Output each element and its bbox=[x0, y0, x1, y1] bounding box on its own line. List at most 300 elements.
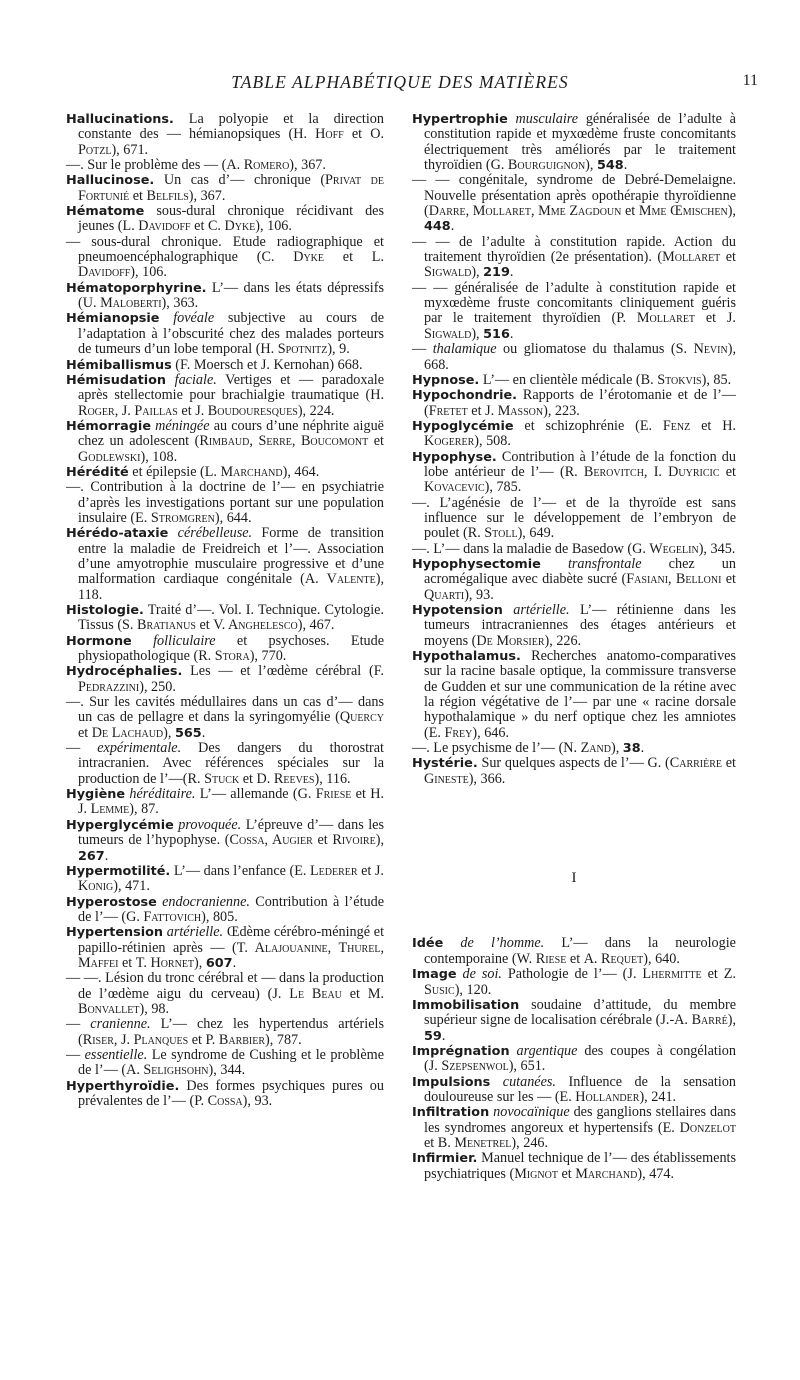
entry-author: B. Stokvis bbox=[640, 371, 702, 388]
entry-text: et bbox=[690, 417, 723, 434]
entry-author: G. Friese bbox=[297, 786, 352, 803]
entry-headword: Hygiène bbox=[66, 787, 126, 803]
entry-text: et bbox=[195, 617, 214, 634]
entry-author: S. Bratianus bbox=[122, 617, 196, 634]
index-entry bbox=[66, 864, 384, 895]
entry-text: et épilepsie ( bbox=[128, 463, 205, 480]
index-entry bbox=[66, 971, 384, 1017]
entry-qualifier: endocranienne. bbox=[156, 893, 250, 910]
entry-text: — bbox=[66, 1016, 91, 1033]
entry-headword: Hypertension bbox=[66, 925, 164, 941]
entry-author: U. Maloberti bbox=[82, 295, 162, 312]
index-entry bbox=[66, 664, 384, 695]
entry-author: L. Davidoff bbox=[78, 249, 384, 281]
entry-author: C. Dyke bbox=[261, 249, 325, 266]
entry-author: Mme Œmischen bbox=[638, 203, 728, 220]
entry-text: ou gliomatose du thalamus ( bbox=[496, 341, 676, 358]
entry-author: Godlewski bbox=[78, 448, 141, 465]
index-entry bbox=[66, 603, 384, 634]
entry-author: Cossa, Augier bbox=[229, 832, 313, 849]
entry-text: ), 120. bbox=[454, 981, 492, 998]
entry-text: des ganglions stellaires dans les syndromes angoreux et hypertensifs ( bbox=[424, 1104, 737, 1136]
entry-text: ), 98. bbox=[139, 1000, 170, 1017]
entry-author: P. Barbier bbox=[205, 1031, 266, 1048]
index-entry bbox=[66, 373, 384, 419]
index-entry bbox=[66, 173, 384, 204]
entry-text: ), 367. bbox=[289, 157, 326, 174]
entry-text: —. Le psychisme de l’— ( bbox=[412, 740, 564, 757]
entry-text: ), 241. bbox=[639, 1088, 677, 1105]
entry-text: Le syndrome de Cushing et le problème de l’— ( bbox=[78, 1046, 384, 1079]
entry-author: J. Lhermitte bbox=[627, 966, 702, 983]
entry-author: E. Donzelot bbox=[662, 1119, 736, 1136]
index-entry bbox=[66, 419, 384, 465]
entry-text: et bbox=[720, 249, 736, 266]
entry-page-bold: 448 bbox=[424, 219, 451, 235]
entry-author: E. Stromgren bbox=[135, 509, 215, 526]
entry-author: J. Konig bbox=[78, 862, 384, 895]
entry-text: — — de l’adulte à constitution rapide. Action du traitement thyroïdien (2e présentation). ( bbox=[412, 233, 736, 266]
entry-text: ), 464. bbox=[282, 463, 320, 480]
entry-text: —. Sur le problème des — ( bbox=[66, 157, 227, 174]
index-entry bbox=[66, 895, 384, 926]
entry-text: —. Contribution à la doctrine de l’— en psychiatrie d’après les investigations portant sur une population insulaire ( bbox=[66, 479, 384, 526]
entry-headword: Imprégnation bbox=[412, 1043, 510, 1059]
entry-qualifier: de soi. bbox=[456, 966, 502, 983]
index-entry bbox=[412, 1151, 736, 1182]
entry-text: ), 118. bbox=[78, 571, 384, 603]
index-entry bbox=[412, 173, 736, 234]
entry-author: H. Spotnitz bbox=[260, 341, 328, 358]
entry-author: W. Riese bbox=[516, 950, 567, 967]
entry-text: ), 785. bbox=[484, 479, 522, 496]
index-entry bbox=[412, 419, 736, 450]
entry-text: . bbox=[623, 157, 628, 174]
entry-text: — bbox=[412, 341, 433, 358]
index-entry bbox=[66, 1017, 384, 1048]
entry-qualifier: cranienne. bbox=[90, 1016, 151, 1033]
entry-text: , bbox=[114, 402, 122, 419]
entry-text: — — généralisée de l’adulte à constitution rapide et myxœdème fruste concomitants cliniquement guéris par le traitement thyroïdien ( bbox=[412, 279, 736, 327]
entry-author: V. Anghelesco bbox=[213, 617, 298, 634]
index-entry bbox=[412, 557, 736, 603]
entry-author: E. Fenz bbox=[639, 417, 691, 434]
entry-headword: Hématoporphyrine. bbox=[66, 280, 207, 296]
entry-text: ), bbox=[727, 1012, 737, 1029]
entry-author: Sigwald bbox=[424, 264, 472, 281]
entry-text: ), 363. bbox=[161, 295, 199, 312]
index-entry bbox=[66, 741, 384, 787]
entry-text: Rapports de l’érotomanie et de l’— ( bbox=[424, 387, 736, 419]
index-entry bbox=[412, 967, 736, 998]
entry-headword: Hypoglycémie bbox=[412, 418, 514, 434]
entry-qualifier: cutanées. bbox=[490, 1073, 556, 1090]
entry-text: Vertiges et — paradoxale après stellectomie pour brachialgie traumatique ( bbox=[78, 371, 385, 404]
entry-text: ), bbox=[375, 832, 384, 849]
entry-text: L’— rétinienne dans les tumeurs intracraniennes des étages antérieurs et moyens ( bbox=[424, 602, 737, 649]
entry-text: des coupes à congélation ( bbox=[424, 1042, 736, 1075]
entry-text: Des formes psychiques pures ou prévalentes de l’— ( bbox=[78, 1077, 384, 1109]
entry-qualifier: cérébelleuse. bbox=[168, 525, 253, 542]
section-letter-i: I bbox=[571, 870, 577, 887]
entry-text: et bbox=[312, 832, 333, 849]
entry-text: et bbox=[78, 724, 92, 741]
entry-author: P. Cossa bbox=[194, 1093, 243, 1109]
index-entry bbox=[412, 542, 736, 557]
index-entry bbox=[66, 1079, 384, 1110]
entry-text: . bbox=[640, 740, 645, 757]
entry-qualifier: fovéale bbox=[159, 310, 215, 327]
entry-text: ), 250. bbox=[139, 678, 176, 695]
entry-headword: Hyperglycémie bbox=[66, 817, 174, 833]
entry-text: et bbox=[566, 950, 584, 967]
index-entry bbox=[412, 1044, 736, 1075]
entry-text: et bbox=[424, 1134, 438, 1151]
entry-text: et bbox=[557, 1165, 576, 1182]
index-entry bbox=[412, 342, 736, 373]
entry-text: Recherches anatomo-comparatives sur la racine basale optique, la commissure transverse de Gudden et sur une communication de la rétine avec la région végétative de l’— par une « racine dorsale hypothalamique » du nerf optique chez les amniotes ( bbox=[424, 648, 736, 741]
entry-author: J. Paillas bbox=[121, 402, 178, 419]
entry-qualifier: transfrontale bbox=[540, 555, 642, 572]
entry-headword: Hypertrophie bbox=[412, 112, 508, 127]
entry-author: Carrière bbox=[669, 755, 723, 772]
entry-author: Belfils bbox=[146, 187, 189, 204]
entry-text: et bbox=[357, 862, 375, 879]
entry-text: et bbox=[368, 433, 384, 450]
entry-text: ), 651. bbox=[508, 1058, 546, 1075]
entry-headword: Hystérie. bbox=[412, 756, 478, 772]
entry-qualifier: artérielle. bbox=[163, 924, 224, 941]
entry-text: ), 649. bbox=[517, 525, 555, 542]
entry-text: ), bbox=[610, 740, 623, 757]
entry-author: Mollaret bbox=[662, 249, 721, 266]
entry-text: ), 640. bbox=[643, 950, 680, 967]
running-header bbox=[0, 72, 800, 96]
entry-text: L’— chez les hypertendus artériels ( bbox=[78, 1016, 384, 1048]
entry-text: ), 508. bbox=[474, 433, 511, 450]
entry-qualifier: artérielle. bbox=[502, 602, 570, 618]
entry-text: ), 668. bbox=[424, 341, 736, 373]
entry-text: ), 805. bbox=[201, 908, 238, 925]
index-entry bbox=[66, 695, 384, 741]
entry-text: ), 671. bbox=[111, 141, 149, 158]
right-column bbox=[412, 112, 736, 1182]
entry-text: ), bbox=[727, 203, 736, 220]
entry-text: ), 106. bbox=[130, 264, 167, 281]
entry-text: et bbox=[701, 966, 724, 983]
entry-text: et bbox=[177, 402, 196, 419]
entry-text: ), 9. bbox=[327, 341, 350, 358]
entry-author: De Lachaud bbox=[91, 724, 164, 741]
entry-text: — bbox=[66, 740, 98, 757]
entry-text: et bbox=[239, 770, 257, 787]
entry-qualifier: folliculaire bbox=[131, 632, 216, 649]
entry-headword: Hydrocéphalies. bbox=[66, 664, 183, 680]
entry-text: et bbox=[190, 218, 208, 235]
entry-text: . bbox=[509, 264, 514, 281]
index-entry bbox=[412, 936, 736, 967]
entry-text: ), 93. bbox=[464, 586, 494, 603]
index-entry bbox=[412, 1105, 736, 1151]
entry-author: N. Zand bbox=[563, 740, 611, 757]
right-column-h-entries bbox=[412, 112, 736, 787]
entry-author: Mignot bbox=[514, 1165, 558, 1182]
entry-author: H. Roger bbox=[78, 387, 384, 419]
entry-text: et bbox=[118, 954, 136, 971]
left-column bbox=[66, 112, 384, 1109]
entry-author: Riser, J. Planques bbox=[82, 1031, 189, 1048]
entry-text: Un cas d’— chronique ( bbox=[154, 172, 326, 189]
entry-text: et bbox=[719, 463, 737, 480]
entry-text: et bbox=[621, 203, 639, 220]
entry-author: Darre, Mollaret, Mme Zagdoun bbox=[428, 203, 622, 220]
entry-text: . bbox=[201, 724, 206, 741]
entry-text: ), 106. bbox=[255, 218, 292, 235]
entry-text: Influence de la sensation douloureuse sur les — ( bbox=[424, 1073, 737, 1105]
entry-text: et bbox=[467, 402, 486, 419]
index-entry bbox=[412, 603, 736, 649]
entry-author: H. Kogerer bbox=[424, 417, 736, 450]
entry-author: De Morsier bbox=[476, 632, 545, 649]
entry-text: Contribution à l’étude de la fonction du lobe antérieur de l’— ( bbox=[424, 448, 736, 480]
entry-headword: Hérédo-ataxie bbox=[66, 526, 169, 542]
entry-text: et bbox=[721, 571, 736, 588]
entry-text: ), 367. bbox=[188, 187, 226, 204]
index-entry bbox=[412, 388, 736, 419]
entry-text: ), 246. bbox=[511, 1134, 549, 1151]
entry-text: ), 85. bbox=[701, 371, 732, 388]
entry-text: Manuel technique de l’— des établissements psychiatriques ( bbox=[424, 1150, 736, 1182]
entry-text: . bbox=[509, 325, 514, 342]
entry-text: sous-dural chronique récidivant des jeunes ( bbox=[78, 203, 384, 235]
entry-qualifier: héréditaire. bbox=[125, 786, 196, 803]
entry-author: C. Dyke bbox=[207, 218, 256, 235]
index-entry bbox=[66, 158, 384, 173]
entry-author: T. Hornet bbox=[135, 954, 195, 971]
entry-author: Fretet bbox=[428, 402, 468, 419]
entry-text: et bbox=[343, 126, 371, 143]
entry-headword: Hyperthyroïdie. bbox=[66, 1078, 180, 1094]
entry-text: Sur quelques aspects de l’— G. ( bbox=[477, 755, 670, 772]
entry-page-bold: 59 bbox=[424, 1028, 442, 1044]
index-entry bbox=[66, 526, 384, 603]
entry-page-bold: 38 bbox=[622, 741, 641, 757]
entry-author: Z. Susic bbox=[424, 966, 737, 998]
entry-author: P. Mollaret bbox=[616, 310, 696, 327]
entry-page-bold: 516 bbox=[483, 326, 510, 342]
index-entry bbox=[66, 112, 384, 158]
entry-author: D. Reeves bbox=[256, 770, 315, 787]
entry-text: ), 224. bbox=[297, 402, 335, 419]
index-entry bbox=[66, 1048, 384, 1079]
entry-text: et psychoses. Etude physiopathologique ( bbox=[78, 632, 384, 665]
entry-author: Fasiani, Belloni bbox=[626, 571, 722, 588]
entry-author: L. Davidoff bbox=[122, 218, 191, 235]
entry-author: Marchand bbox=[575, 1165, 638, 1182]
running-title: TABLE ALPHABÉTIQUE DES MATIÈRES bbox=[231, 72, 569, 92]
entry-headword: Hormone bbox=[66, 633, 132, 649]
entry-headword: Impulsions bbox=[412, 1074, 491, 1090]
entry-qualifier: novocaïnique bbox=[489, 1104, 570, 1121]
entry-author: S. Nevin bbox=[675, 341, 728, 358]
entry-author: Kovacevic bbox=[424, 479, 485, 496]
entry-text: ), bbox=[194, 954, 206, 971]
entry-author: J.-A. Barré bbox=[660, 1012, 728, 1029]
entry-headword: Idée bbox=[412, 936, 444, 952]
entry-headword: Hémiballismus bbox=[66, 357, 172, 373]
entry-text: —. L’— dans la maladie de Basedow ( bbox=[412, 540, 633, 557]
index-entry bbox=[412, 998, 736, 1044]
index-entry bbox=[66, 787, 384, 818]
index-entry bbox=[66, 235, 384, 281]
entry-qualifier: de l’homme. bbox=[443, 935, 545, 952]
entry-text: (F. Moersch et J. Kernohan) 668. bbox=[171, 356, 363, 373]
entry-page-bold: 607 bbox=[205, 955, 233, 971]
entry-author: H. Hoff bbox=[293, 126, 344, 143]
entry-headword: Hypermotilité. bbox=[66, 863, 171, 879]
entry-text: — bbox=[66, 1046, 85, 1063]
entry-author: M. Bonvallet bbox=[78, 985, 384, 1017]
index-entry bbox=[412, 235, 736, 281]
entry-headword: Hallucinose. bbox=[66, 173, 155, 189]
entry-text: chez un acromégalique avec diabète sucré ( bbox=[424, 555, 736, 588]
entry-author: J. Boudouresques bbox=[195, 402, 298, 419]
index-entry bbox=[66, 480, 384, 526]
entry-author: Privat de Fortunié bbox=[78, 172, 384, 204]
entry-author: A. Requet bbox=[583, 950, 644, 967]
entry-text: Traité d’—. Vol. I. Technique. Cytologie. Tissus ( bbox=[78, 602, 384, 634]
entry-author: E. Hollander bbox=[559, 1088, 640, 1105]
entry-text: . bbox=[450, 218, 455, 235]
entry-text: L’épreuve d’— dans les tumeurs de l’hypophyse. ( bbox=[78, 816, 384, 849]
entry-text: L’— dans la neurologie contemporaine ( bbox=[424, 935, 736, 967]
entry-headword: Image bbox=[412, 967, 457, 983]
right-column-i-entries bbox=[412, 936, 736, 1182]
entry-headword: Hypnose. bbox=[412, 372, 480, 388]
entry-text: et bbox=[722, 755, 736, 772]
entry-headword: Hypophyse. bbox=[412, 449, 497, 465]
entry-headword: Immobilisation bbox=[412, 997, 520, 1013]
entry-text: L’— allemande ( bbox=[195, 786, 298, 803]
entry-text: Les — et l’œdème cérébral ( bbox=[182, 663, 374, 680]
entry-headword: Hémisudation bbox=[66, 372, 167, 388]
entry-text: ), 344. bbox=[208, 1062, 246, 1079]
index-entry bbox=[66, 465, 384, 480]
entry-text: ), 87. bbox=[129, 801, 159, 818]
entry-text: ), 471. bbox=[113, 878, 150, 895]
entry-headword: Hyperostose bbox=[66, 894, 157, 910]
entry-author: E. Lederer bbox=[294, 862, 358, 879]
page-number: 11 bbox=[742, 72, 758, 89]
entry-author: G. Fattovich bbox=[126, 908, 202, 925]
entry-headword: Hallucinations. bbox=[66, 112, 174, 127]
index-entry bbox=[412, 756, 736, 787]
entry-page-bold: 565 bbox=[174, 725, 202, 741]
entry-text: ), 223. bbox=[543, 402, 580, 419]
index-entry bbox=[66, 818, 384, 864]
entry-headword: Histologie. bbox=[66, 603, 144, 618]
index-entry bbox=[412, 1075, 736, 1106]
entry-author: F. Pedrazzini bbox=[78, 663, 384, 695]
entry-headword: Hypotension bbox=[412, 603, 503, 618]
entry-qualifier: expérimentale. bbox=[97, 740, 182, 757]
entry-author: H. J. Lemme bbox=[78, 786, 384, 818]
entry-text: — — congénitale, syndrome de Debré-Demelaigne. Nouvelle présentation après opothérapie thyroïdienne ( bbox=[412, 172, 736, 220]
entry-author: Rivoire bbox=[332, 832, 376, 849]
entry-author: J. Le Beau bbox=[272, 985, 342, 1002]
entry-author: J. Szepsenwol bbox=[428, 1058, 509, 1075]
index-entry bbox=[412, 373, 736, 388]
entry-headword: Hémianopsie bbox=[66, 311, 160, 327]
entry-author: O. Potzl bbox=[78, 126, 384, 158]
entry-page-bold: 267 bbox=[78, 848, 105, 864]
entry-author: G. Bourguignon bbox=[490, 157, 586, 174]
entry-author: G. Wegelin bbox=[632, 540, 699, 557]
entry-text: ), bbox=[163, 724, 175, 741]
entry-author: R. Stuck bbox=[187, 770, 240, 787]
entry-text: ), 467. bbox=[297, 617, 335, 634]
entry-text: ), 108. bbox=[140, 448, 178, 465]
entry-text: ), 226. bbox=[544, 632, 582, 649]
entry-text: L’— en clientèle médicale ( bbox=[479, 371, 641, 388]
entry-text: L’— dans les états dépressifs ( bbox=[78, 279, 384, 312]
entry-author: E. Frey bbox=[428, 724, 473, 741]
entry-headword: Hématome bbox=[66, 204, 145, 220]
entry-text: ), 770. bbox=[249, 648, 287, 665]
entry-text: . bbox=[441, 1027, 446, 1044]
entry-text: Pathologie de l’— ( bbox=[501, 966, 628, 983]
entry-author: J. Sigwald bbox=[424, 310, 736, 342]
entry-author: Rimbaud, Serre, Boucomont bbox=[199, 433, 369, 450]
entry-author: Quercy bbox=[339, 709, 384, 726]
entry-page-bold: 219 bbox=[483, 265, 510, 281]
entry-text: et bbox=[351, 786, 371, 803]
entry-text: —. L’agénésie de l’— et de la thyroïde est sans influence sur le développement de l’embryon de poulet ( bbox=[412, 494, 736, 542]
entry-text: ), 93. bbox=[242, 1093, 273, 1109]
entry-author: J. Masson bbox=[485, 402, 544, 419]
entry-qualifier: faciale. bbox=[166, 371, 217, 388]
entry-text: Contribution à l’étude de l’— ( bbox=[78, 893, 384, 925]
index-entry bbox=[412, 496, 736, 542]
index-entry bbox=[412, 112, 736, 173]
index-entry bbox=[412, 450, 736, 496]
entry-text: généralisée de l’adulte à constitution rapide et myxœdème fruste concomitants électriquement très améliorés par le traitement thyroïdien ( bbox=[424, 111, 736, 174]
index-entry bbox=[66, 925, 384, 971]
entry-text: Forme de transition entre la maladie de Freidreich et l’—. Association d’une amyotrophie musculaire progressive et d’une malformation cardiaque congénitale ( bbox=[78, 525, 384, 588]
index-entry bbox=[66, 358, 384, 373]
entry-text: . bbox=[104, 847, 109, 864]
index-entry bbox=[412, 649, 736, 741]
entry-text: et schizophrénie ( bbox=[513, 417, 640, 434]
entry-headword: Hypophysectomie bbox=[412, 556, 541, 572]
entry-text: et bbox=[129, 187, 147, 204]
entry-qualifier: méningée bbox=[151, 417, 210, 434]
entry-headword: Infirmier. bbox=[412, 1151, 478, 1167]
entry-text: Des dangers du thorostrat intracranien. Avec références spéciales sur la production de l’—( bbox=[78, 740, 384, 787]
entry-author: R. Stora bbox=[198, 648, 250, 665]
entry-text: —. Sur les cavités médullaires dans un cas d’— dans un cas de pellagre et dans la syringomyélie ( bbox=[66, 694, 384, 726]
entry-text: soudaine d’attitude, du membre supérieur signe de localisation cérébrale ( bbox=[424, 996, 736, 1029]
entry-text: ), 646. bbox=[472, 724, 510, 741]
entry-author: A. Selighsohn bbox=[126, 1062, 209, 1079]
index-entry bbox=[66, 204, 384, 235]
entry-text: et bbox=[341, 985, 368, 1002]
entry-text: et bbox=[695, 310, 727, 327]
entry-author: Quarti bbox=[424, 586, 465, 603]
entry-author: A. Valente bbox=[304, 571, 376, 588]
entry-text: ), 474. bbox=[637, 1165, 675, 1182]
index-entry bbox=[66, 281, 384, 312]
